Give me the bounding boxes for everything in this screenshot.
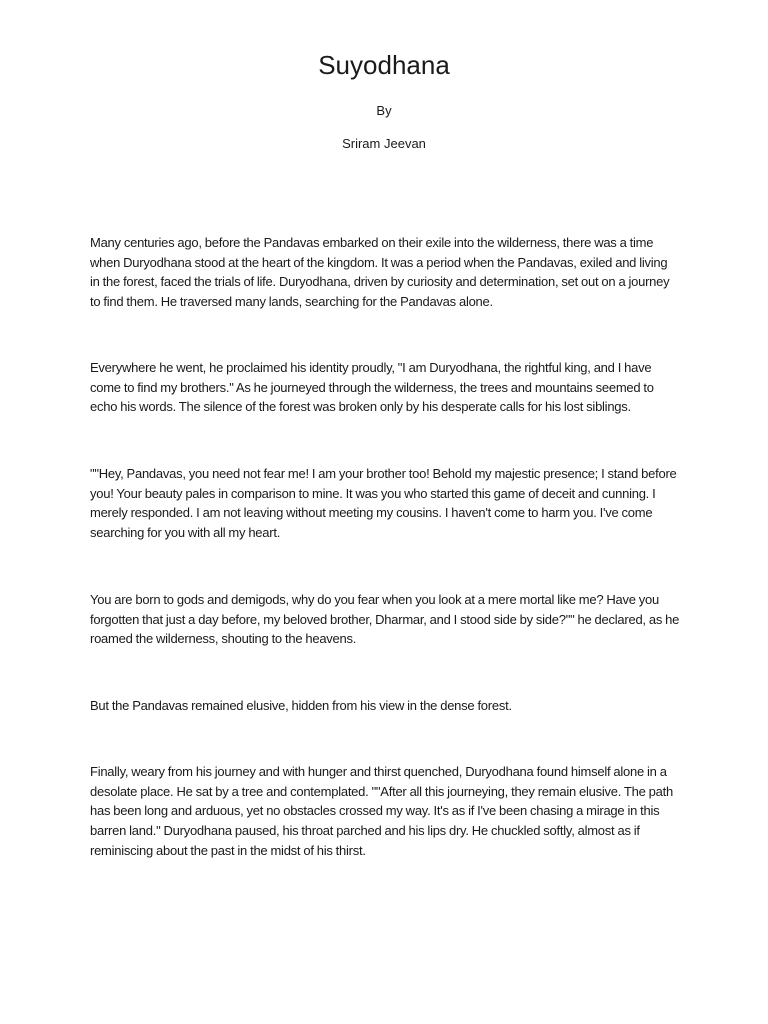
paragraph: But the Pandavas remained elusive, hidden from his view in the dense forest. bbox=[90, 698, 512, 713]
paragraph: You are born to gods and demigods, why do you fear when you look at a mere mortal like me? Have you forgotten that just a day before, my beloved brother, Dharmar, and I stood side by side?"" he declared, as he roamed the wilderness, shouting to the heavens. bbox=[90, 592, 680, 647]
paragraph: ""Hey, Pandavas, you need not fear me! I am your brother too! Behold my majestic presence; I stand before you! Your beauty pales in comparison to mine. It was you who started this game of deceit and cunning. I merely responded. I am not leaving without meeting my cousins. I haven't come to harm you. I've come searching for you with all my heart. bbox=[90, 466, 677, 541]
document-title: Suyodhana bbox=[318, 50, 450, 80]
author-name: Sriram Jeevan bbox=[342, 136, 426, 151]
byline: By bbox=[376, 103, 392, 118]
paragraph: Everywhere he went, he proclaimed his identity proudly, "I am Duryodhana, the rightful king, and I have come to find my brothers." As he journeyed through the wilderness, the trees and mountains seemed to echo his words. The silence of the forest was broken only by his desperate calls for his lost siblings. bbox=[90, 360, 654, 415]
paragraph: Many centuries ago, before the Pandavas embarked on their exile into the wilderness, there was a time when Duryodhana stood at the heart of the kingdom. It was a period when the Pandavas, exiled and living in the forest, faced the trials of life. Duryodhana, driven by curiosity and determination, set out on a journey to find them. He traversed many lands, searching for the Pandavas alone. bbox=[90, 235, 670, 310]
paragraph: Finally, weary from his journey and with hunger and thirst quenched, Duryodhana found himself alone in a desolate place. He sat by a tree and contemplated. ""After all this journeying, they remain elusive. The path has been long and arduous, yet no obstacles crossed my way. It's as if I've been chasing a mirage in this barren land." Duryodhana paused, his throat parched and his lips dry. He chuckled softly, almost as if reminiscing about the past in the midst of his thirst. bbox=[90, 764, 673, 858]
